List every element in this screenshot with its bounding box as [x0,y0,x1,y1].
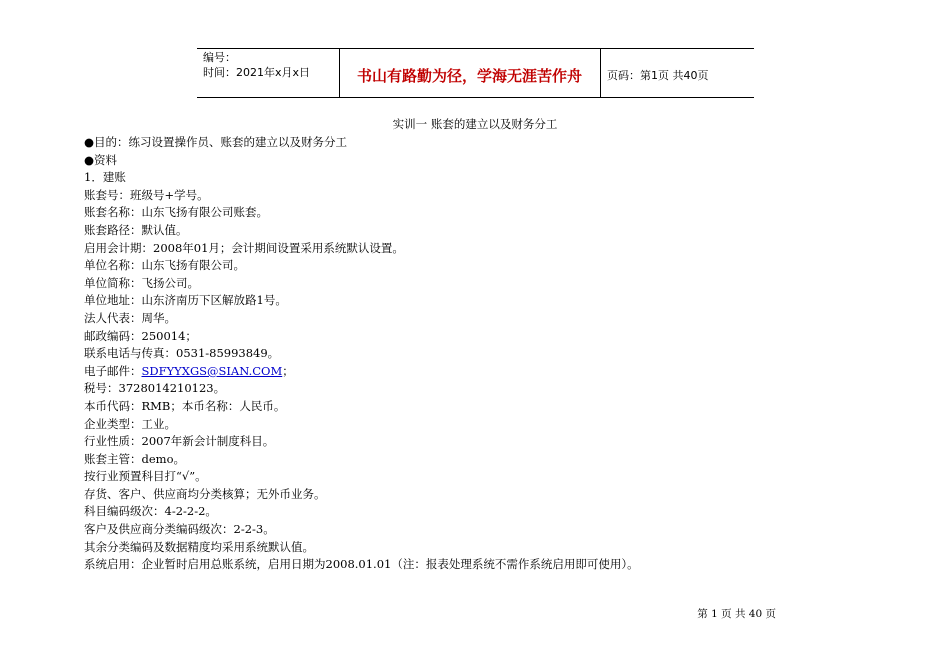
body-line: 单位地址：山东济南历下区解放路1号。 [84,293,287,308]
body-line: 单位名称：山东飞扬有限公司。 [84,258,245,273]
body-line: 科目编码级次：4-2-2-2。 [84,504,217,519]
body-line: 单位简称：飞扬公司。 [84,275,199,290]
email-line [84,363,904,381]
body-line: 启用会计期：2008年01月；会计期间设置采用系统默认设置。 [84,240,404,255]
body-line: 账套名称：山东飞扬有限公司账套。 [84,205,268,220]
body-line: 其余分类编码及数据精度均采用系统默认值。 [84,539,314,554]
body-line: 行业性质：2007年新会计制度科目。 [84,434,275,449]
body-line: 存货、客户、供应商均分类核算；无外币业务。 [84,486,326,501]
body-line: 账套号：班级号+学号。 [84,187,209,202]
code-label: 编号： [203,51,236,64]
body-line: 客户及供应商分类编码级次：2-2-3。 [84,522,275,537]
email-suffix: ； [282,363,294,378]
header-page-cell [601,49,754,97]
email-link[interactable]: SDFYYXGS@SIAN.COM [141,363,283,378]
body-line: 邮政编码：250014； [84,328,197,343]
body-line: 按行业预置科目打“√”。 [84,469,207,484]
body-line: 法人代表：周华。 [84,310,176,325]
body-line: 账套主管：demo。 [84,451,185,466]
body-line: ●资料 [84,152,118,167]
document-title: 实训一 账套的建立以及财务分工 [392,117,558,131]
motto-text: 书山有路勤为径，学海无涯苦作舟 [356,67,582,85]
body-line: 联系电话与传真：0531-85993849。 [84,346,280,361]
body-line: 账套路径：默认值。 [84,222,188,237]
body-line: 税号：3728014210123。 [84,381,226,396]
page-header [197,48,754,98]
email-label: 电子邮件： [84,363,142,378]
body-line: ●目的：练习设置操作员、账套的建立以及财务分工 [84,135,348,149]
time-label: 时间：2021年x月x日 [203,66,311,79]
header-meta-cell [197,49,340,97]
document-body [84,134,904,574]
header-motto-cell [339,49,601,97]
page-footer: 第 1 页 共 40 页 [697,608,776,620]
page-info: 页码：第1页 共40页 [607,69,709,82]
body-line: 企业类型：工业。 [84,416,176,431]
body-line: 1．建账 [84,170,126,185]
body-line: 系统启用：企业暂时启用总账系统，启用日期为2008.01.01（注：报表处理系统不需作系统启用即可使用）。 [84,557,639,572]
body-line: 本币代码：RMB；本币名称：人民币。 [84,398,286,413]
